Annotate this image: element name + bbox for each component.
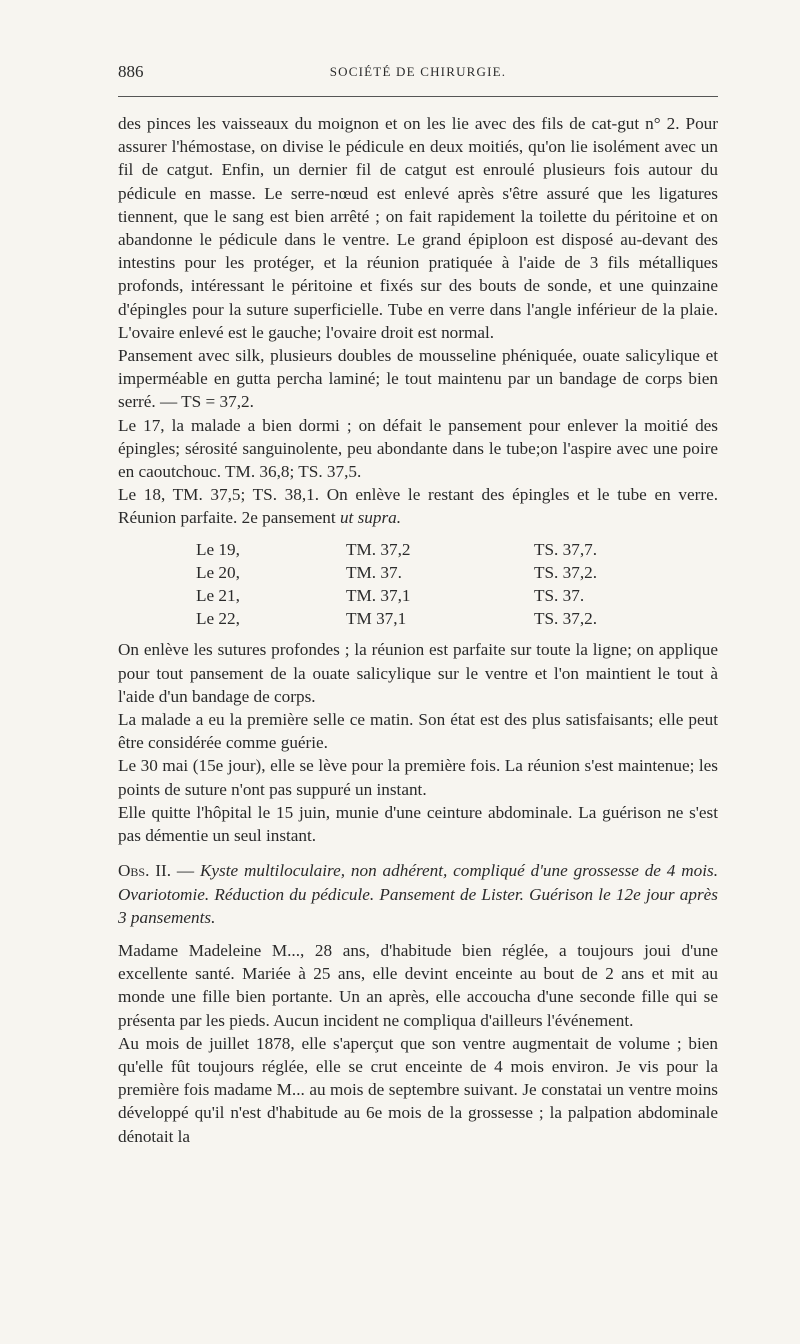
page-header (118, 62, 718, 86)
running-head: SOCIÉTÉ DE CHIRURGIE. (329, 64, 507, 79)
tm-cell: TM. 37. (346, 562, 402, 582)
observation-heading (118, 859, 718, 929)
paragraph-text: Le 18, TM. 37,5; TS. 38,1. On enlève le restant des épingles et le tube en verre. Réunion parfaite. 2e pansement (118, 485, 718, 528)
page-number: 886 (118, 62, 144, 81)
table-row (196, 607, 654, 630)
table-row (196, 584, 654, 607)
tm-cell: TM. 37,1 (346, 586, 411, 606)
table-row (196, 538, 654, 561)
day-cell: Le 19, (196, 539, 240, 559)
paragraph: Le 17, la malade a bien dormi ; on défait le pansement pour enlever la moitié des épingles; sérosité sanguinolente, peu abondante dans le tube;on l'aspire avec une poire en caoutchouc. TM. 36,8; TS. 37,5. (118, 415, 718, 482)
paragraph (118, 483, 718, 529)
ut-supra: ut supra. (339, 508, 402, 528)
tm-cell: TM. 37,2 (346, 539, 411, 559)
table-row (196, 561, 654, 584)
paragraph: Elle quitte l'hôpital le 15 juin, munie d'une ceinture abdominale. La guérison ne s'est pas démentie un seul instant. (118, 802, 718, 846)
ts-cell: TS. 37. (534, 586, 585, 606)
paragraph: Au mois de juillet 1878, elle s'aperçut que son ventre augmentait de volume ; bien qu'elle fût toujours réglée, elle se crut enceinte de 4 mois environ. Je vis pour la première fois madame M... au mois de septembre suivant. Je constatai un ventre moins développé qu'il n'est d'habitude au 6e mois de la grossesse ; la palpation abdominale dénotait la (118, 1033, 718, 1146)
observation-label: Obs. II. — (118, 861, 195, 881)
ts-cell: TS. 37,2. (534, 609, 598, 629)
paragraph: Madame Madeleine M..., 28 ans, d'habitude bien réglée, a toujours joui d'une excellente santé. Mariée à 25 ans, elle devint enceinte au bout de 2 ans et mit au monde une fille bien portante. Un an après, elle accoucha d'une seconde fille qui se présenta par les pieds. Aucun incident ne compliqua d'ailleurs l'événement. (118, 940, 718, 1030)
temperature-table (196, 538, 654, 631)
day-cell: Le 21, (196, 586, 240, 606)
paragraph: des pinces les vaisseaux du moignon et on les lie avec des fils de cat-gut n° 2. Pour assurer l'hémostase, on divise le pédicule en deux moitiés, qu'on lie isolément avec un fil de catgut. Enfin, un dernier fil de catgut est enroulé plusieurs fois autour du pédicule en masse. Le serre-nœud est enlevé après s'être assuré que les ligatures tiennent, que le sang est bien arrêté ; on fait rapidement la toilette du péritoine et on abandonne le pédicule dans le ventre. Le grand épiploon est disposé au-devant des intestins pour les protéger, et la réunion pratiquée à l'aide de 3 fils métalliques profonds, intéressant le péritoine et fixés sur des bouts de sonde, et une quinzaine d'épingles pour la suture superficielle. Tube en verre dans l'angle inférieur de la plaie. L'ovaire enlevé est le gauche; l'ovaire droit est normal. (118, 114, 718, 342)
tm-cell: TM 37,1 (346, 609, 407, 629)
observation-title: Kyste multiloculaire, non adhérent, compliqué d'une grossesse de 4 mois. Ovariotomie. Réduction du pédicule. Pansement de Lister. Guérison le 12e jour après 3 pansements. (118, 861, 719, 927)
spacer (118, 929, 718, 939)
header-rule (118, 96, 718, 97)
paragraph: Le 30 mai (15e jour), elle se lève pour la première fois. La réunion s'est maintenue; les points de suture n'ont pas suppuré un instant. (118, 756, 718, 799)
paragraph: La malade a eu la première selle ce matin. Son état est des plus satisfaisants; elle peut être considérée comme guérie. (118, 710, 718, 753)
paragraph: On enlève les sutures profondes ; la réunion est parfaite sur toute la ligne; on applique pour tout pansement de la ouate salicylique sur le ventre et l'on maintient le tout à l'aide d'un bandage de corps. (118, 640, 718, 706)
day-cell: Le 20, (196, 562, 240, 582)
paragraph: Pansement avec silk, plusieurs doubles de mousseline phéniquée, ouate salicylique et imperméable en gutta percha laminé; le tout maintenu par un bandage de corps bien serré. — TS = 37,2. (118, 346, 718, 412)
page-body (118, 112, 718, 1148)
ts-cell: TS. 37,2. (534, 562, 598, 582)
ts-cell: TS. 37,7. (534, 539, 598, 559)
day-cell: Le 22, (196, 609, 240, 629)
